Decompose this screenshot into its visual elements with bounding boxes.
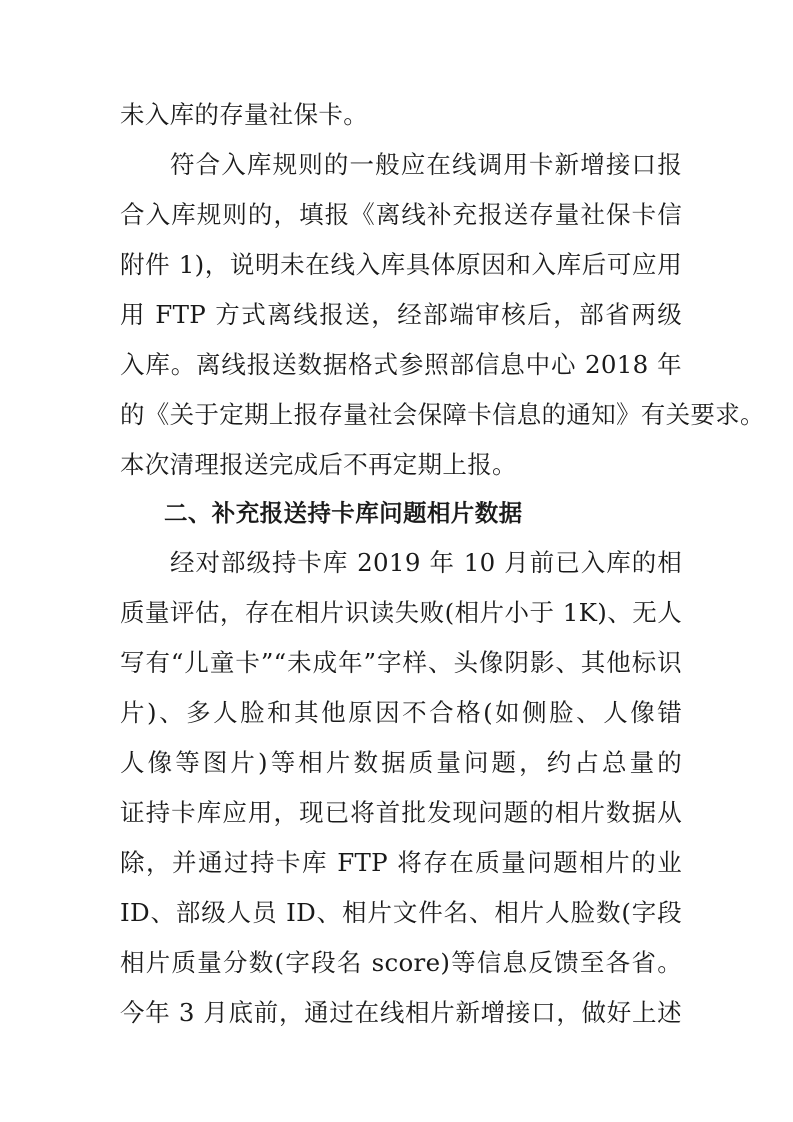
paragraph-3-line-4: 片)、多人脸和其他原因不合格(如侧脸、人像错 <box>120 698 682 727</box>
paragraph-2-line-3: 附件 1)，说明未在线入库具体原因和入库后可应用 <box>120 250 682 279</box>
paragraph-2-line-7: 本次清理报送完成后不再定期上报。 <box>120 450 517 479</box>
paragraph-2-line-5: 入库。离线报送数据格式参照部信息中心 2018 年 <box>120 350 682 379</box>
paragraph-2-line-4: 用 FTP 方式离线报送，经部端审核后，部省两级 <box>120 300 682 329</box>
section-heading-2: 二、补充报送持卡库问题相片数据 <box>164 499 523 527</box>
paragraph-3-line-2: 质量评估，存在相片识读失败(相片小于 1K)、无人 <box>120 598 682 627</box>
paragraph-2-line-2: 合入库规则的，填报《离线补充报送存量社保卡信 <box>120 200 682 229</box>
paragraph-1-line-1: 未入库的存量社保卡。 <box>120 100 368 129</box>
paragraph-3-line-3: 写有“儿童卡”“未成年”字样、头像阴影、其他标识 <box>120 648 682 677</box>
paragraph-3-line-9: 相片质量分数(字段名 score)等信息反馈至各省。 <box>120 948 682 977</box>
paragraph-3-line-8: ID、部级人员 ID、相片文件名、相片人脸数(字段 <box>120 898 682 927</box>
paragraph-2-line-1: 符合入库规则的一般应在线调用卡新增接口报 <box>170 150 682 179</box>
paragraph-3-line-10: 今年 3 月底前，通过在线相片新增接口，做好上述 <box>120 998 682 1027</box>
paragraph-3-line-7: 除，并通过持卡库 FTP 将存在质量问题相片的业 <box>120 848 682 877</box>
paragraph-3-line-6: 证持卡库应用，现已将首批发现问题的相片数据从 <box>120 798 682 827</box>
paragraph-3-line-5: 人像等图片)等相片数据质量问题，约占总量的 <box>120 748 682 777</box>
paragraph-2-line-6: 的《关于定期上报存量社会保障卡信息的通知》有关要求。 <box>120 400 765 429</box>
paragraph-3-line-1: 经对部级持卡库 2019 年 10 月前已入库的相 <box>170 548 682 577</box>
